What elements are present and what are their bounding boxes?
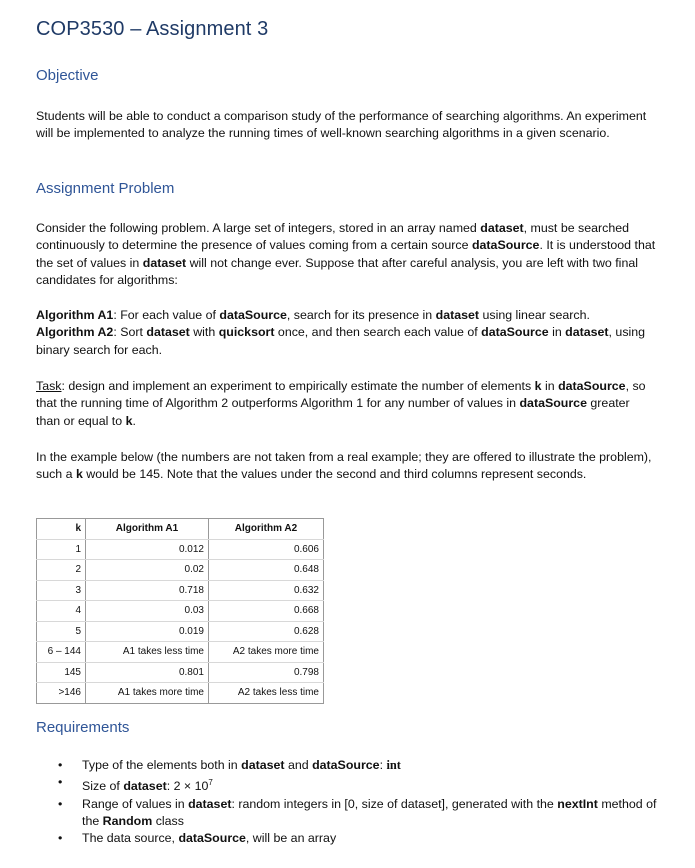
objective-heading: Objective [36, 67, 99, 84]
table-cell: 2 [37, 560, 86, 581]
table-header: Algorithm A2 [209, 519, 324, 540]
list-item: • Range of values in dataset: random integers in [0, size of dataset], generated with the nextInt method of the Random class [58, 796, 657, 829]
table-row [37, 539, 324, 560]
table-cell: 0.798 [209, 662, 324, 683]
table-cell: 5 [37, 621, 86, 642]
table-cell: 0.632 [209, 580, 324, 601]
table-row [37, 662, 324, 683]
problem-paragraph: Consider the following problem. A large set of integers, stored in an array named dataset, must be searched continuously to determine the presence of values coming from a certain source dataSource. It is understood that the set of values in dataset will not change ever. Suppose that after careful analysis, you are left with two final candidates for algorithms: [36, 221, 656, 287]
document-title: COP3530 – Assignment 3 [36, 18, 269, 40]
table-cell: 0.606 [209, 539, 324, 560]
bullet-icon: • [58, 831, 63, 846]
requirements-list [36, 757, 666, 848]
table-header: Algorithm A1 [86, 519, 209, 540]
list-item: • Size of dataset: $2 \times 10^7$ [58, 775, 213, 794]
table-cell: A1 takes less time [86, 642, 209, 663]
table-cell: 1 [37, 539, 86, 560]
bullet-icon: • [58, 796, 63, 811]
table-row [37, 621, 324, 642]
table-cell: A1 takes more time [86, 683, 209, 704]
list-item: • Type of the elements both in dataset and dataSource: int [36, 757, 666, 774]
table-row [37, 683, 324, 704]
table-cell: 4 [37, 601, 86, 622]
algorithm-a2-line: Algorithm A2: Sort dataset with quicksort once, and then search each value of dataSource in dataset, using binary search for each. [36, 325, 646, 357]
table-cell: 0.02 [86, 560, 209, 581]
requirements-heading: Requirements [36, 719, 130, 736]
table-header: k [37, 519, 86, 540]
problem-heading: Assignment Problem [36, 180, 175, 197]
table-cell: A2 takes less time [209, 683, 324, 704]
table-cell: A2 takes more time [209, 642, 324, 663]
task-paragraph: Task: design and implement an experiment to empirically estimate the number of elements k in dataSource, so that the running time of Algorithm 2 outperforms Algorithm 1 for any number of values in dataSource greater than or equal to k. [36, 379, 646, 428]
table-cell: 0.718 [86, 580, 209, 601]
table-cell: 6 – 144 [37, 642, 86, 663]
algorithms-paragraph [36, 307, 656, 359]
table-cell: 0.668 [209, 601, 324, 622]
table-cell: 3 [37, 580, 86, 601]
table-row [37, 560, 324, 581]
results-table [36, 518, 324, 704]
table-cell: 0.03 [86, 601, 209, 622]
example-paragraph: In the example below (the numbers are not taken from a real example; they are offered to illustrate the problem), such a k would be 145. Note that the values under the second and third columns represent seconds. [36, 450, 652, 482]
table-row [37, 601, 324, 622]
bullet-icon: • [58, 758, 63, 772]
table-header-row [37, 519, 324, 540]
table-cell: 0.012 [86, 539, 209, 560]
table-cell: >146 [37, 683, 86, 704]
table-cell: 0.648 [209, 560, 324, 581]
algorithm-a1-line: Algorithm A1: For each value of dataSource, search for its presence in dataset using linear search. [36, 308, 590, 322]
table-row [37, 580, 324, 601]
table-cell: 145 [37, 662, 86, 683]
table-cell: 0.801 [86, 662, 209, 683]
bullet-icon: • [58, 775, 63, 790]
list-item: • The data source, dataSource, will be an array [36, 830, 666, 847]
table-cell: 0.628 [209, 621, 324, 642]
table-row [37, 642, 324, 663]
table-cell: 0.019 [86, 621, 209, 642]
objective-text: Students will be able to conduct a comparison study of the performance of searching algorithms. An experiment will be implemented to analyze the running times of well-known searching algorithms in a given scenario. [36, 109, 647, 141]
